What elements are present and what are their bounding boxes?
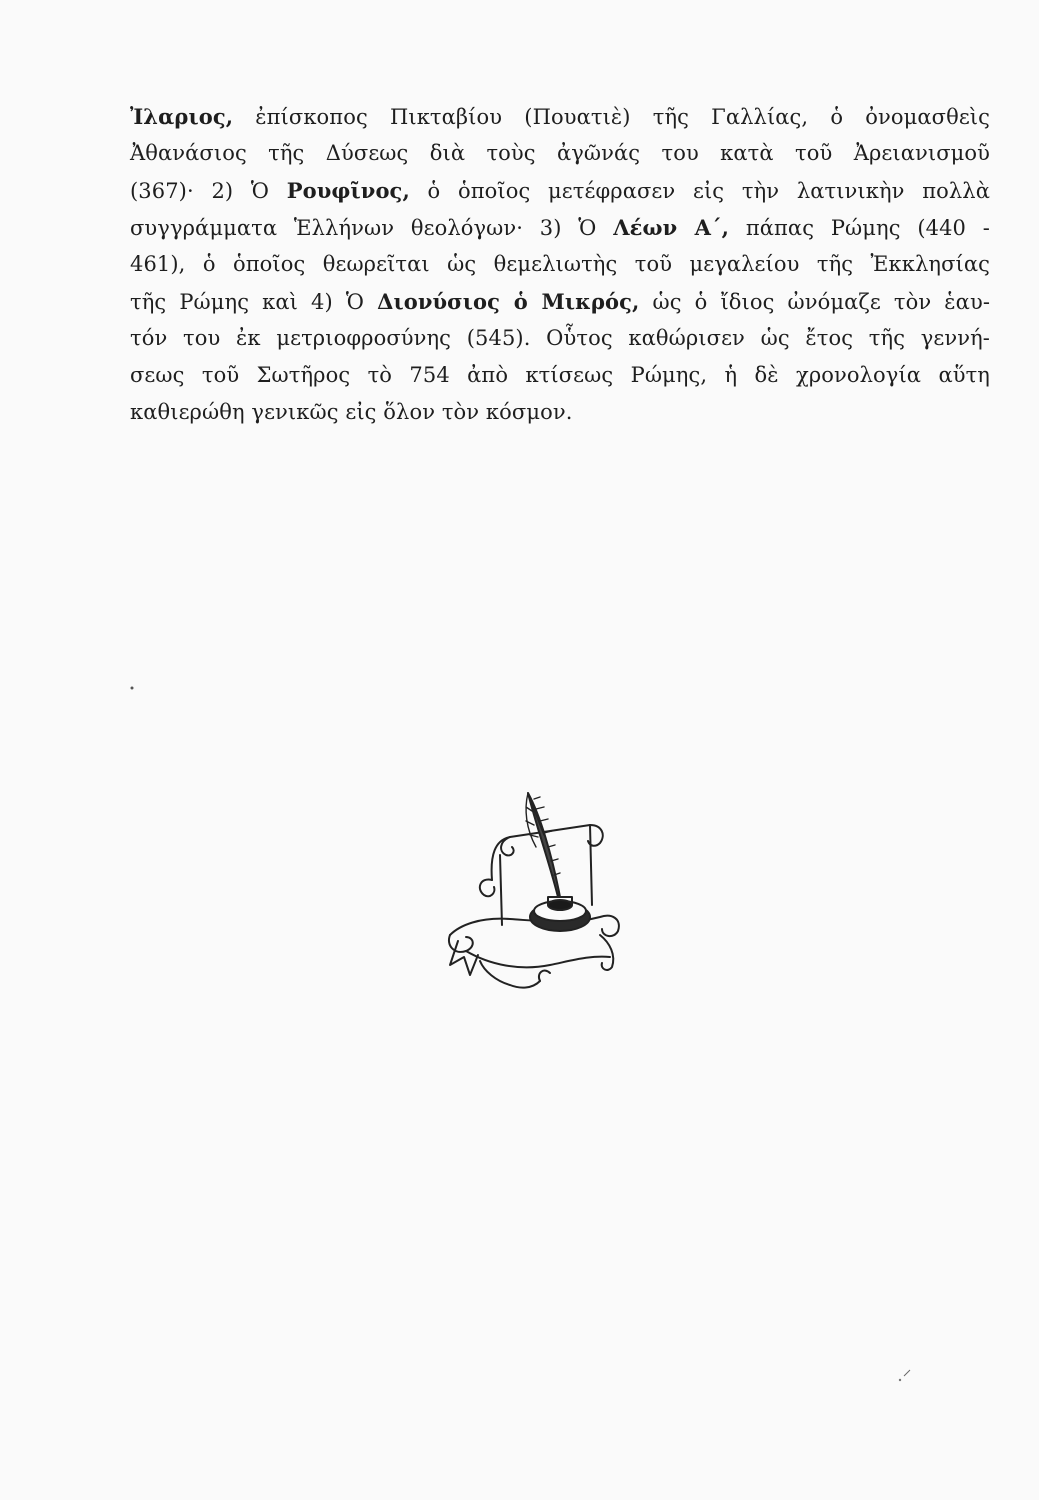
text-line — [130, 357, 990, 394]
text-run: σεως τοῦ Σωτῆρος τὸ 754 ἀπὸ κτίσεως Ρώμης, ἡ δὲ χρονολογία αὕτη — [130, 363, 990, 387]
quill-inkwell-scroll-vignette — [440, 785, 630, 995]
text-line — [130, 98, 990, 135]
body-paragraph — [130, 98, 990, 431]
text-line — [130, 283, 990, 320]
text-run: πάπας Ρώμης (440 - — [729, 216, 990, 240]
text-run: ὁ ὁποῖος μετέφρασεν εἰς τὴν λατινικὴν πολλὰ — [409, 179, 990, 203]
text-run: (367)· 2) Ὁ — [130, 179, 287, 203]
text-line — [130, 209, 990, 246]
text-run: 461), ὁ ὁποῖος θεωρεῖται ὡς θεμελιωτὴς τοῦ μεγαλείου τῆς Ἐκκλησίας — [130, 252, 990, 276]
text-run: τόν του ἐκ μετριοφροσύνης (545). Οὗτος καθώρισεν ὡς ἔτος τῆς γεννή- — [130, 326, 990, 350]
text-line — [130, 320, 990, 357]
text-line — [130, 135, 990, 172]
text-run: τῆς Ρώμης καὶ 4) Ὁ — [130, 290, 378, 314]
text-line — [130, 246, 990, 283]
text-line — [130, 394, 990, 431]
text-run: ὡς ὁ ἴδιος ὠνόμαζε τὸν ἑαυ- — [639, 290, 991, 314]
text-run: Ἀθανάσιος τῆς Δύσεως διὰ τοὺς ἀγῶνάς του κατὰ τοῦ Ἀρειανισμοῦ — [130, 141, 990, 165]
bold-term: Λέων Α΄, — [613, 215, 730, 240]
text-run: συγγράμματα Ἑλλήνων θεολόγων· 3) Ὁ — [130, 216, 614, 240]
text-run: καθιερώθη γενικῶς εἰς ὅλον τὸν κόσμον. — [130, 400, 573, 424]
bold-term: Ἰλαριος, — [130, 104, 234, 129]
bold-term: Διονύσιος ὁ Μικρός, — [377, 289, 640, 314]
bold-term: Ρουφῖνος, — [286, 178, 410, 203]
text-line — [130, 172, 990, 209]
text-run: ἐπίσκοπος Πικταβίου (Πουατιὲ) τῆς Γαλλίας, ὁ ὀνομασθεὶς — [233, 105, 990, 129]
